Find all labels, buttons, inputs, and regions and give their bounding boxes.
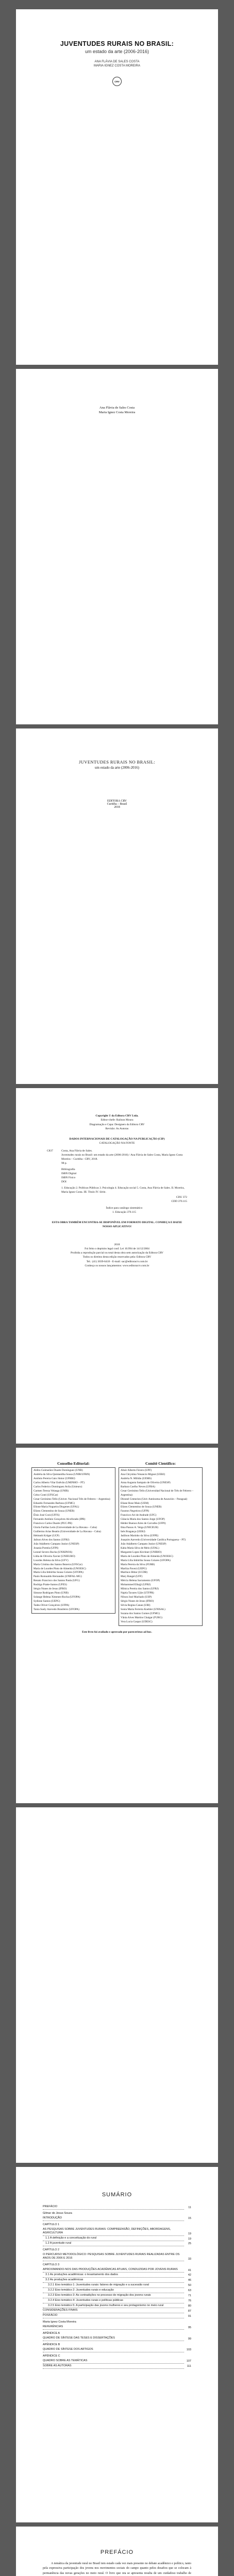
sumario-entry-page: 19 (188, 2232, 191, 2235)
sumario-row (43, 2343, 191, 2347)
publisher-year: 2018 (114, 806, 120, 809)
sumario-entry-title: 1.1 A definição e a conceituação do rural (43, 2236, 184, 2241)
council-member: Lídia de Oliveira Xavier (UNIEURO) (34, 1554, 75, 1558)
council-member: Paulo Romualdo Hernandes (UNIFAL-MG) (34, 1575, 82, 1579)
council-member: Anna Augusta Sampaio de Oliveira (UNESP) (121, 1481, 171, 1484)
council-member: Nilson José Machado (USP) (121, 1596, 152, 1599)
sumario-entry-page: 111 (187, 2365, 191, 2368)
council-member: Francisco Carlos Duarte (PUC-PR) (34, 1522, 72, 1526)
half-title-author-2: Maria Ignez Costa Moreira (98, 411, 136, 414)
sumario-entry-title: 3.2 As produções acadêmicas (43, 2278, 184, 2283)
sumario-row (43, 2242, 191, 2246)
sumario-row (43, 2283, 191, 2288)
sumario-entry-title: 3.2.4 Eixo temático 4: Juventudes rurais e políticas públicas (43, 2299, 184, 2303)
page-sumario (16, 2167, 218, 2522)
sumario-row (43, 2359, 191, 2364)
sumario-entry-title: PREFÁCIO (43, 2205, 184, 2210)
council-right-list (119, 1467, 203, 1626)
cdd: CDD 370.115 (171, 1200, 187, 1204)
council-member: Barbara Coelho Neves (UFBA) (121, 1485, 155, 1488)
sumario-entry-title: CAPÍTULO 1 (43, 2223, 60, 2226)
sumario-entry-page: 107 (186, 2360, 191, 2363)
council-left-title: Conselho Editorial: (57, 1461, 90, 1466)
sumario-entry-title: REFERÊNCIAS (43, 2325, 184, 2330)
print-year: 2018 (114, 1243, 120, 1246)
sumario-entry-title: CAPÍTULO 2 (43, 2248, 60, 2251)
cip-title: DADOS INTERNACIONAIS DE CATALOGAÇÃO NA PUBLICAÇÃO (CIP) (69, 1138, 165, 1141)
sumario-row (43, 2273, 191, 2278)
council-member: Najela Tavares Ujiie (UTFPR) (121, 1591, 154, 1595)
sumario-row (43, 2278, 191, 2283)
council-member: Tania Suely Azevedo Brasileiro (UFOPA) (34, 1607, 79, 1611)
council-member: Sonia Maria Ferreira Koehler (UNISAL) (121, 1607, 165, 1611)
council-member: Mohammed Elhajji (UFRJ) (121, 1583, 151, 1587)
council-member: Celso Conti (UFSCar) (34, 1493, 58, 1497)
sumario-row (43, 2336, 191, 2341)
sumario-entry-page: 99 (188, 2337, 191, 2341)
index-entry: 1. Educação 370.115 (112, 1210, 136, 1214)
council-member: Élsio José Corá (UFFS) (34, 1514, 60, 1517)
sumario-heading: SUMÁRIO (102, 2192, 132, 2198)
sumario-entry-page: 25 (188, 2242, 191, 2246)
sumario-row (43, 2205, 191, 2210)
contact-site: Conheça os nossos lançamentos: www.editoracrv.com.br (85, 1264, 149, 1267)
index-title: Índice para catálogo sistemático (106, 1206, 143, 1210)
sumario-row (43, 2320, 191, 2325)
sumario-list (43, 2205, 191, 2369)
council-member: Fernando Antônio Gonçalves Alcoforado (IPB) (34, 1518, 86, 1521)
sumario-entry-page: 80 (188, 2304, 191, 2308)
sumario-row (43, 2212, 191, 2216)
sumario-entry-page: 33 (188, 2257, 191, 2261)
council-member: Carlos Alberto Vilar Estêvão (UMINHO – PT) (34, 1481, 85, 1484)
sumario-entry-title: O PERCURSO METODOLÓGICO: PESQUISAS SOBRE JUVENTUDES RURAIS REALIZADAS ENTRE OS ANOS DE 2006 E 2016 (43, 2253, 184, 2261)
catalog-biblio: Bibliografia (61, 1167, 75, 1171)
sumario-row (43, 2304, 191, 2309)
sumario-row (43, 2299, 191, 2303)
council-member: Mariluce Bittar (UCDB) (121, 1571, 148, 1574)
sumario-entry-title: POSFÁCIO (43, 2314, 184, 2318)
council-member: João Adalberto Campato Junior (UNESP) (34, 1542, 79, 1546)
council-member: Elione Maria Nogueira Diogenes (UFAL) (34, 1505, 79, 1509)
council-member: Mônica Pereira dos Santos (UFRJ) (121, 1587, 159, 1591)
council-member: Inês Bragança (UERJ) (121, 1530, 145, 1534)
sumario-entry-title: QUADRO DE SÍNTESE DAS TESES E DISSERTAÇÕES (43, 2336, 184, 2341)
sumario-entry-page: 11 (188, 2206, 191, 2209)
council-member: Sérgio Nunes de Jesus (IFRO) (121, 1600, 154, 1603)
sumario-row (43, 2289, 191, 2293)
sumario-row (43, 2314, 191, 2318)
council-member: Gláucia Maria dos Santos Jorge (UFOP) (121, 1518, 165, 1521)
sumario-entry-page: 46 (188, 2279, 191, 2282)
half-title-author-1: Ana Flávia de Sales Costa (99, 406, 135, 410)
council-member: Cesar Gerónimo Tello (Univer. Nacional Três de Febrero – Argentina) (34, 1497, 110, 1501)
contact-tel: Tel.: (41) 3039-6418 - E-mail: sac@editoracrv.com.br (86, 1260, 148, 1263)
council-member: Jadilson Marinho da Silva (UFPE) (121, 1534, 159, 1537)
council-member: Maria Lília Imbiriba Sousa Colares (UFOPA) (34, 1571, 83, 1574)
sumario-row (43, 2364, 191, 2369)
sumario-entry-title: 3.2.2 Eixo temático 2: Juventudes rurais e educação (43, 2289, 184, 2293)
council-member: Mary Rangel (UFF) (121, 1575, 143, 1579)
council-member: Helder Buenos Aires de Carvalho (UFPI) (121, 1522, 166, 1526)
page-blank (16, 1807, 218, 2163)
council-member: Elizeu Clementino de Souza (UNEB) (121, 1505, 162, 1509)
publisher: EDITORA CRV (107, 800, 127, 803)
copyright-line: Copyright © da Editora CRV Ltda. (95, 1114, 139, 1117)
council-member: Francisco Ari de Andrade (UFC) (121, 1514, 157, 1517)
council-member: Suzana dos Santos Gomes (UFMG) (121, 1612, 160, 1615)
author-1: ANA FLÁVIA DE SALES COSTA (94, 60, 140, 63)
sumario-entry-title: 3.2.3 Eixo temático 3: As contradições no processo de migração dos jovens rurais (43, 2294, 184, 2298)
book-subtitle: um estado da arte (2006-2016) (85, 49, 149, 54)
sumario-entry-title: AS PESQUISAS SOBRE JUVENTUDES RURAIS: COMPREENSÃO, DEFINIÇÕES, ABORDAGENS, AGRICULTURA (43, 2228, 184, 2236)
council-member: Fauston Negreiros (UFPI) (121, 1510, 149, 1513)
page-title-page (16, 9, 218, 365)
council-member: Maria Pereira da Silva (FURB) (121, 1563, 155, 1566)
rights-publisher: Todos os direitos desta edição reservados pela: Editora CRV (82, 1256, 152, 1259)
page-inner-title (16, 728, 218, 1084)
prefacio-body (43, 2562, 191, 2576)
council-member: Mércia Helena Sacramento (UFOP) (121, 1579, 160, 1583)
council-member: Maria de Lourdes Pinto de Almeida (UNOESC) (121, 1554, 173, 1558)
council-member: Marilza Pavezi (UEPG) (121, 1567, 147, 1570)
inner-subtitle: um estado da arte (2006-2016) (95, 766, 139, 770)
sumario-row (43, 2268, 191, 2273)
council-member: Carmen Tereza Velanga (UNIR) (34, 1489, 69, 1493)
sumario-row (43, 2236, 191, 2241)
sumario-row (43, 2348, 191, 2352)
sumario-entry-title: 1.2 A juventude rural (43, 2242, 184, 2246)
sumario-entry-page: 19 (188, 2237, 191, 2241)
sumario-entry-title: APÊNDICE A (43, 2332, 60, 2335)
sumario-entry-title: Gilmar de Jesus Souza (43, 2211, 72, 2215)
sumario-entry-title: Maria Ignez Costa Moreira (43, 2320, 76, 2324)
council-member: Jailson Alves dos Santos (UFRJ) (34, 1538, 70, 1541)
sumario-entry-page: 95 (188, 2326, 191, 2329)
council-member: Eliane Rose Maio (UEM) (121, 1501, 149, 1505)
council-member: João Adalberto Campato Junior (UNESP) (121, 1542, 166, 1546)
sumario-row (43, 2309, 191, 2313)
editor-line: Editor-chefe: Railson Moura (101, 1118, 133, 1122)
council-member: Carlos Federico Dominguez Avila (Unieuro) (34, 1485, 82, 1488)
council-member: Silvia Regina Canan (URI) (121, 1603, 151, 1607)
council-member: Lourdes Helena da Silva (UFV) (34, 1558, 69, 1562)
council-member: Guillermo Arias Beatón (Universidade de La Havana – Cuba) (34, 1530, 101, 1534)
council-member: Diosnel Centurion (Univ Autónoma de Asunción – Paraguai) (121, 1497, 188, 1501)
council-left-list (31, 1467, 115, 1614)
council-member: Sydione Santos (UEPG) (34, 1600, 60, 1603)
council-member: Kátia Maria Silva de Melo (UFAL) (121, 1546, 159, 1550)
isbn-digital: ISBN Digital (61, 1172, 77, 1175)
council-member: Simone Rodrigues Pinto (UNB) (34, 1591, 69, 1595)
sumario-entry-title: CAPÍTULO 3 (43, 2263, 60, 2267)
council-member: Solange Helena Ximenes-Rocha (UFOPA) (34, 1596, 80, 1599)
sumario-entry-title: SOBRE AS AUTORAS (43, 2364, 184, 2369)
prefacio-heading: PREFÁCIO (100, 2549, 134, 2555)
council-member: Andréia da Silva Quintanilha Sousa (UNIR/UFRN) (34, 1472, 90, 1476)
cip-subtitle: CATALOGAÇÃO NA FONTE (99, 1142, 135, 1145)
council-member: Altair Alberto Fávero (UPF) (121, 1469, 152, 1472)
page-copyright (16, 1088, 218, 1444)
review-note: Este livro foi avaliado e aprovado por pareceristas ad hoc. (82, 1630, 152, 1634)
sumario-row (43, 2223, 191, 2227)
council-member: Ilma Passos A. Veiga (UNICEUB) (121, 1526, 159, 1530)
catalog-code: C837 (47, 1149, 53, 1153)
sumario-entry-title: APROXIMANDO-NOS DAS PRODUÇÕES ACADÊMICAS ATUAIS, CONDUZIDAS POR JOVENS RURAIS (43, 2268, 184, 2273)
council-member: Ana Chrystina Venancio Mignot (UERJ) (121, 1472, 165, 1476)
sumario-entry-title: APÊNDICE C (43, 2354, 60, 2358)
sumario-row (43, 2332, 191, 2336)
review-line: Revisão: As Autoras (105, 1127, 129, 1130)
council-member: Rodrigo Pratte-Santos (UFES) (34, 1583, 67, 1587)
council-member: Vânia Alves Martins Chaigar (FURG) (121, 1616, 162, 1619)
sumario-entry-title: QUADRO DE SÍNTESE DOS ARTIGOS (43, 2348, 184, 2352)
page-prefacio (16, 2527, 218, 2576)
council-member: Leonel Severo Rocha (UNISINOS) (34, 1550, 73, 1554)
sumario-entry-page: 91 (188, 2314, 191, 2318)
catalog-pages: 98 p. (61, 1162, 67, 1165)
sumario-row (43, 2294, 191, 2298)
catalog-keywords: 1. Educação 2. Políticas Públicas 3. Psicologia 4. Educação social 5. Costa, Ana Flávia de Sales. II. Moreira, Maria Ignez Costa. III. Título IV. Série. (61, 1186, 185, 1194)
council-member: Josania Portela (UFPI) (34, 1546, 59, 1550)
council-member: Renato Francisco dos Santos Paula (UFG) (34, 1579, 80, 1583)
rights-reserved: Proibida a reprodução parcial ou total desta obra sem autorização da Editora CRV (70, 1251, 164, 1255)
sumario-row (43, 2263, 191, 2267)
sumario-row (43, 2216, 191, 2221)
crv-logo: CRV (112, 77, 122, 86)
sumario-entry-title: 3.2.1 Eixo temático 1: Juventudes rurais: fatores de migração e a sucessão rural (43, 2283, 184, 2288)
page-half-title (16, 369, 218, 724)
isbn-fisico: ISBN Físico (61, 1176, 76, 1179)
sumario-row (43, 2325, 191, 2330)
council-member: Cesar Gerónimo Tello (Universidad Nacional de Três de Febrero – Argentina) (121, 1489, 194, 1497)
sumario-row (43, 2354, 191, 2359)
sumario-row (43, 2248, 191, 2252)
book-title: JUVENTUDES RURAIS NO BRASIL: (60, 40, 174, 47)
council-member: Elizeu Clementino de Souza (UNEB) (34, 1510, 75, 1513)
council-member: Andréia N. Militão (UEMS) (121, 1477, 152, 1480)
councils-columns (16, 1448, 218, 1626)
sumario-row (43, 2253, 191, 2261)
sumario-entry-page: 41 (188, 2268, 191, 2272)
sumario-entry-title: CONSIDERAÇÕES FINAIS (43, 2309, 184, 2313)
sumario-entry-page: 15 (188, 2217, 191, 2221)
sumario-entry-title: 3.1 As produções acadêmicas: o levantamento dos dados (43, 2273, 184, 2278)
digital-notice: ESTA OBRA TAMBÉM ENCONTRA-SE DISPONÍVEL EM FORMATO DIGITAL. CONHEÇA E BAIXE NOSSO APLICATIVO! (52, 1221, 182, 1229)
sumario-entry-title: 3.2.5 Eixo temático 5: A participação das jovens mulheres e seu protagonismo no meio rural (43, 2304, 184, 2309)
design-line: Diagramação e Capa: Designers da Editora CRV (89, 1123, 145, 1126)
catalog-text: Juventudes rurais no Brasil: um estado da arte (2006-2016) / Ana Flávia de Sales Costa, Maria Ignez Costa Moreira – Curitiba : CRV, 2018. (61, 1153, 183, 1161)
sumario-row (43, 2228, 191, 2236)
sumario-entry-title: APÊNDICE B (43, 2343, 60, 2346)
legal-deposit: Foi feito o depósito legal conf. Lei 10.994 de 14/12/2004 (85, 1247, 149, 1250)
inner-title: JUVENTUDES RURAIS NO BRASIL: (79, 759, 155, 765)
catalog-entry: Costa, Ana Flávia de Sales. (61, 1149, 93, 1153)
prefacio-paragraph: A temática da juventude rural no Brasil tem estado cada vez mais presente no debate acadêmico e político, tanto pela expressiva participação dos jovens nos movimentos sociais do campo quanto pelos desafios que se colocam à permanência das novas gerações no meio rural. O livro que ora se apresenta resulta de um cuidadoso trabalho de (43, 2562, 191, 2575)
doi: DOI (61, 1180, 66, 1184)
council-member: Antônio Pereira Gaio Júnior (UFRRJ) (34, 1477, 75, 1480)
council-member: Maria Lília Imbiriba Sousa Colares (UFOPA) (121, 1558, 171, 1562)
council-member: Gloria Fariñas León (Universidade de La Havana – Cuba) (34, 1526, 97, 1530)
council-member: Margarete Lopes Kirchner (UNIRIO) (121, 1550, 162, 1554)
council-member: Joaquim Azevedo (Universidade Católica Portuguesa – PT) (121, 1538, 186, 1541)
sumario-entry-page: 71 (188, 2294, 191, 2298)
author-2: MARIA IGNEZ COSTA MOREIRA (94, 64, 140, 67)
sumario-entry-page: 103 (186, 2348, 191, 2352)
sumario-entry-page: 50 (188, 2284, 191, 2287)
sumario-entry-page: 42 (188, 2274, 191, 2277)
sumario-entry-title: INTRODUÇÃO (43, 2216, 184, 2221)
cdu: CDU 372 (176, 1196, 187, 1199)
council-member: Vera Lucia Gaspar (UDESC) (121, 1620, 153, 1623)
cip-block (47, 1149, 187, 1215)
council-member: Eduardo Fernandes Barbosa (UFMG) (34, 1501, 75, 1505)
page-councils (16, 1448, 218, 1803)
sumario-entry-page: 76 (188, 2299, 191, 2303)
council-member: Tadeu Oliver Gonçalves (UFPA) (34, 1603, 70, 1607)
council-member: Sérgio Nunes de Jesus (IFRO) (34, 1587, 67, 1591)
council-member: Helmuth Krüger (UCP) (34, 1534, 60, 1537)
sumario-entry-page: 63 (188, 2289, 191, 2293)
sumario-entry-title: QUADRO SOBRE AS TEMÁTICAS (43, 2359, 184, 2364)
council-right-title: Comitê Científico: (145, 1461, 176, 1466)
sumario-entry-page: 87 (188, 2309, 191, 2313)
council-member: Maria Cristina dos Santos Bezerra (UFSCar) (34, 1563, 82, 1566)
publisher-city: Curitiba – Brasil (107, 803, 127, 806)
council-member: Aldira Guimarães Duarte Domínguez (UNB) (34, 1469, 83, 1472)
council-member: Maria de Lourdes Pinto de Almeida (UNOESC) (34, 1567, 86, 1570)
